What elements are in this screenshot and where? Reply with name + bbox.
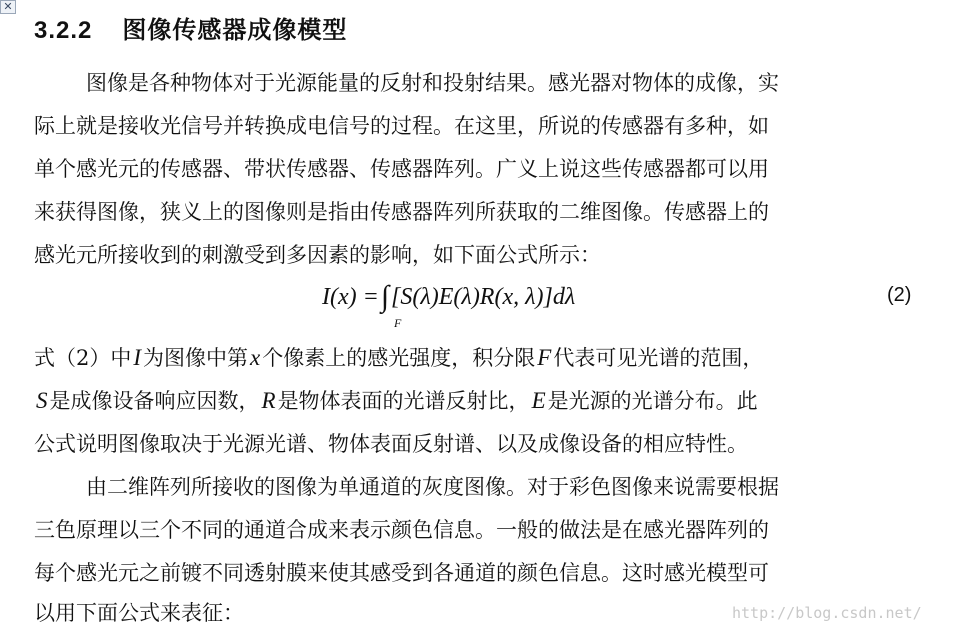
text-segment: 是物体表面的光谱反射比， (277, 389, 530, 413)
variable-r: R (261, 388, 276, 413)
paragraph1-line5: 感光元所接收到的刺激受到多因素的影响，如下面公式所示： (34, 243, 601, 267)
equation-number: (2) (887, 284, 912, 306)
variable-x: x (250, 345, 261, 370)
text-segment: 是成像设备响应因数， (49, 389, 260, 413)
section-title: 图像传感器成像模型 (122, 16, 348, 44)
text-segment: 式（2）中 (34, 346, 132, 370)
equation-body: [S(λ)E(λ)R(x, λ)]dλ (391, 284, 576, 310)
text-segment: 个像素上的感光强度，积分限 (262, 346, 536, 370)
paragraph3-line3: 每个感光元之前镀不同透射膜来使其感受到各通道的颜色信息。这时感光模型可 (34, 561, 769, 585)
paragraph1-line2: 际上就是接收光信号并转换成电信号的过程。在这里，所说的传感器有多种，如 (34, 114, 769, 138)
paragraph3-line4: 以用下面公式来表征： (34, 601, 244, 625)
text-segment: 代表可见光谱的范围， (553, 346, 764, 370)
paragraph2-line1 (34, 343, 763, 373)
equation (322, 278, 575, 312)
paragraph1-line1: 图像是各种物体对于光源能量的反射和投射结果。感光器对物体的成像，实 (86, 71, 779, 95)
paragraph2-line3: 公式说明图像取决于光源光谱、物体表面反射谱、以及成像设备的相应特性。 (34, 432, 748, 456)
text-segment: 是光源的光谱分布。此 (547, 389, 758, 413)
variable-s: S (36, 388, 48, 413)
paragraph1-line3: 单个感光元的传感器、带状传感器、传感器阵列。广义上说这些传感器都可以用 (34, 157, 769, 181)
paragraph3-line1: 由二维阵列所接收的图像为单通道的灰度图像。对于彩色图像来说需要根据 (86, 475, 779, 499)
section-number: 3.2.2 (34, 17, 93, 44)
text-segment: 为图像中第 (143, 346, 249, 370)
integral-subscript: F (394, 316, 402, 330)
close-icon[interactable]: ✕ (0, 0, 16, 14)
paragraph2-line2 (34, 386, 758, 416)
paragraph3-line2: 三色原理以三个不同的通道合成来表示颜色信息。一般的做法是在感光器阵列的 (34, 518, 769, 542)
section-heading (34, 10, 347, 45)
equation-lhs: I(x) = (322, 284, 379, 310)
variable-i: I (133, 345, 142, 370)
integral-symbol: ∫ (380, 280, 390, 313)
watermark: http://blog.csdn.net/ (732, 604, 922, 622)
variable-e: E (531, 388, 546, 413)
paragraph1-line4: 来获得图像，狭义上的图像则是指由传感器阵列所获取的二维图像。传感器上的 (34, 200, 769, 224)
variable-f: F (537, 345, 552, 370)
